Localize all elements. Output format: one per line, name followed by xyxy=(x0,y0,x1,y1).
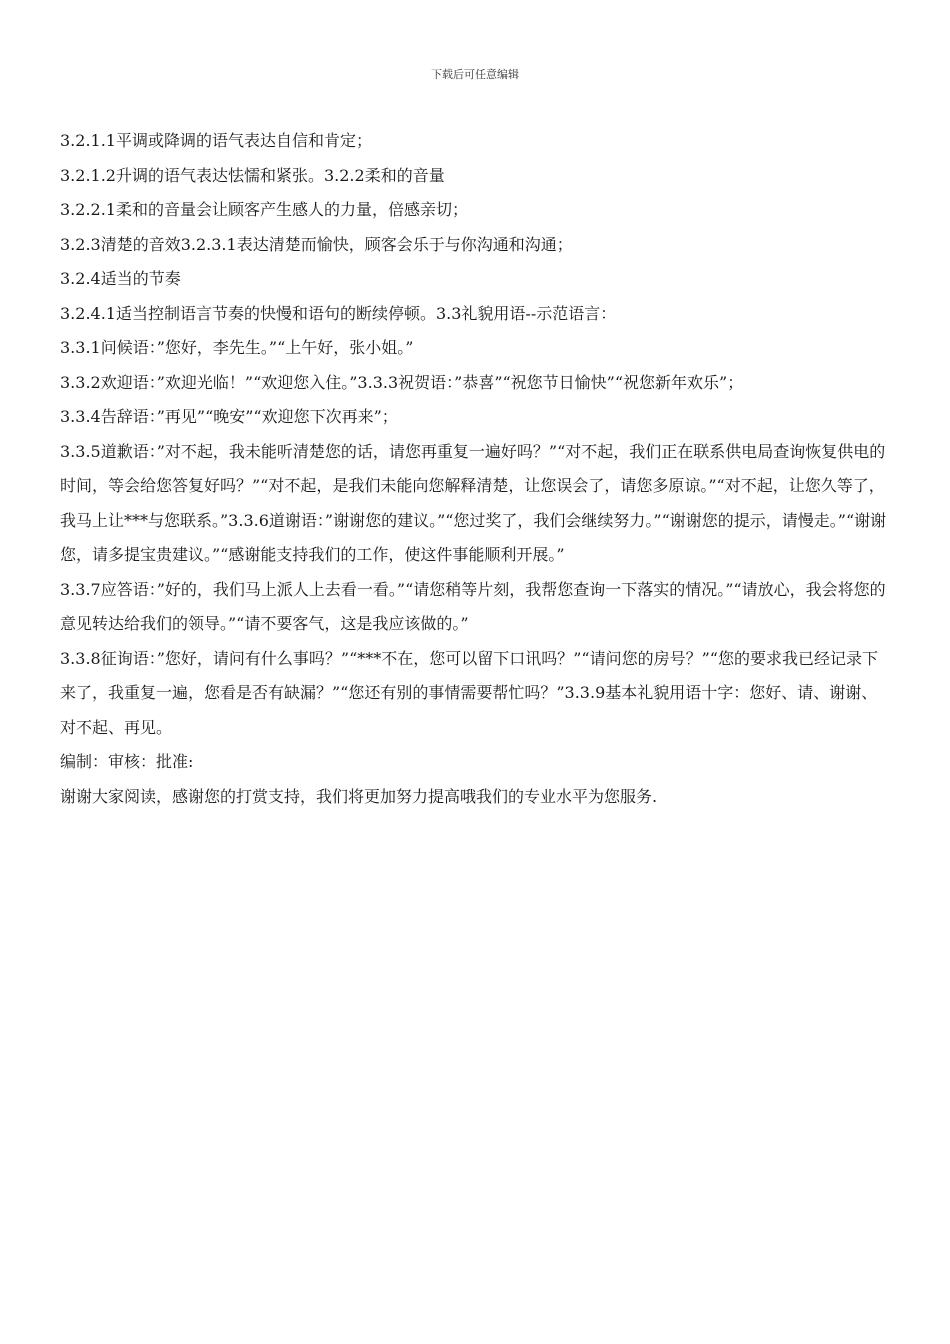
paragraph-3-2-1-2: 3.2.1.2升调的语气表达怯懦和紧张。3.2.2柔和的音量 xyxy=(60,165,445,185)
page-header: 下载后可任意编辑 xyxy=(431,68,519,81)
paragraph-3-2-3: 3.2.3清楚的音效3.2.3.1表达清楚而愉快，顾客会乐于与你沟通和沟通； xyxy=(60,234,573,254)
paragraph-3-3-7: 3.3.7应答语：”好的，我们马上派人上去看一看。”“请您稍等片刻，我帮您查询一下落实的情况。”“请放心，我会将您的意见转达给我们的领导。”“请不要客气，这是我应该做的。” xyxy=(60,579,886,633)
paragraph-3-3-8: 3.3.8征询语：”您好，请问有什么事吗？”“***不在，您可以留下口讯吗？”“请问您的房号？”“您的要求我已经记录下来了，我重复一遍，您看是否有缺漏？”“您还有别的事情需要帮忙吗？”3.3.9基本礼貌用语十字：您好、请、谢谢、对不起、再见。 xyxy=(60,648,878,737)
closing-note: 谢谢大家阅读，感谢您的打赏支持，我们将更加努力提高哦我们的专业水平为您服务. xyxy=(60,786,658,806)
paragraph-3-2-4-1: 3.2.4.1适当控制语言节奏的快慢和语句的断续停顿。3.3礼貌用语--示范语言： xyxy=(60,303,617,323)
approval-line: 编制：审核：批准: xyxy=(60,752,194,771)
paragraph-3-3-2: 3.3.2欢迎语：”欢迎光临！”“欢迎您入住。”3.3.3祝贺语：”恭喜”“祝您节日愉快”“祝您新年欢乐”； xyxy=(60,372,744,392)
paragraph-3-2-1-1: 3.2.1.1平调或降调的语气表达自信和肯定； xyxy=(60,131,372,150)
paragraph-3-3-1: 3.3.1问候语：”您好，李先生。”“上午好，张小姐。” xyxy=(60,338,414,357)
paragraph-3-2-4: 3.2.4适当的节奏 xyxy=(60,269,181,288)
paragraph-3-3-5: 3.3.5道歉语：”对不起，我未能听清楚您的话，请您再重复一遍好吗？”“对不起，我们正在联系供电局查询恢复供电的时间，等会给您答复好吗？”“对不起，是我们未能向您解释清楚，让您误会了，请您多原谅。”“对不起，让您久等了，我马上让***与您联系。”3.3.6道谢语：”谢谢您的建议。”“您过奖了，我们会继续努力。”“谢谢您的提示，请慢走。”“谢谢您，请多提宝贵建议。”“感谢能支持我们的工作，使这件事能顺利开展。” xyxy=(60,441,887,564)
document-body xyxy=(60,124,892,814)
paragraph-3-2-2-1: 3.2.2.1柔和的音量会让顾客产生感人的力量，倍感亲切； xyxy=(60,200,468,219)
paragraph-3-3-4: 3.3.4告辞语：”再见”“晚安”“欢迎您下次再来”； xyxy=(60,407,398,426)
